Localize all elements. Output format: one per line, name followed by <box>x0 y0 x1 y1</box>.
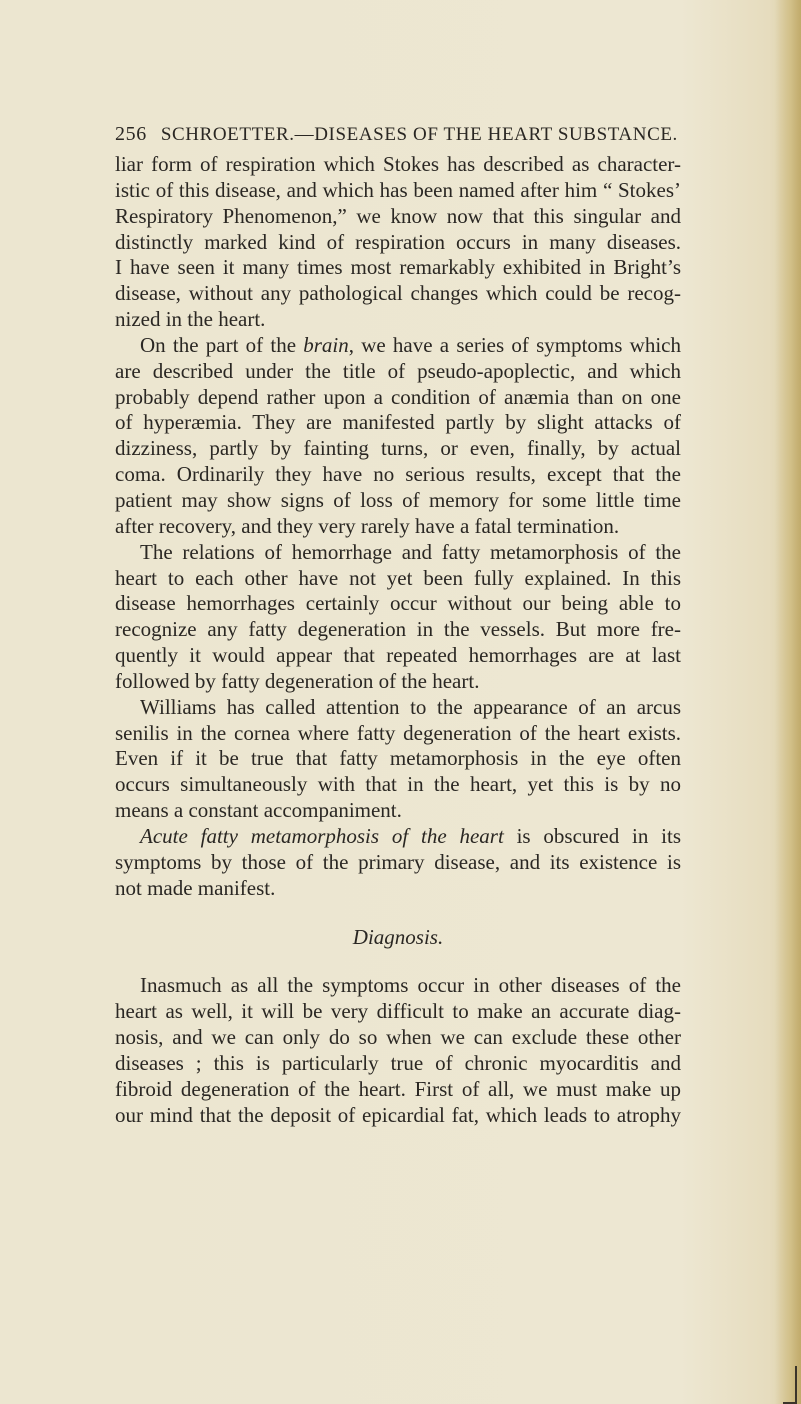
text-line: fibroid degeneration of the heart. First of all, we must make up <box>115 1076 681 1101</box>
text-line <box>115 333 681 359</box>
running-header <box>115 123 678 146</box>
emphasis-brain: brain <box>303 332 349 357</box>
text-line: followed by fatty degeneration of the heart. <box>115 668 480 693</box>
text-line: disease hemorrhages certainly occur without our being able to <box>115 591 681 616</box>
text-line: not made manifest. <box>115 875 276 900</box>
text-line: heart as well, it will be very difficult to make an accurate diag- <box>115 999 681 1024</box>
text-line: distinctly marked kind of respiration occurs in many diseases. <box>115 229 681 254</box>
text-run: , we have a series of symptoms which <box>348 332 681 357</box>
text-line: our mind that the deposit of epicardial fat, which leads to atrophy <box>115 1102 681 1127</box>
emphasis-acute: Acute fatty metamorphosis of the heart <box>140 823 504 848</box>
text-line: I have seen it many times most remarkably exhibited in Bright’s <box>115 255 681 280</box>
text-line <box>115 824 681 850</box>
text-line: Even if it be true that fatty metamorphosis in the eye often <box>115 746 681 771</box>
section-heading: Diagnosis. <box>352 925 444 950</box>
text-line: liar form of respiration which Stokes has described as character- <box>115 152 681 176</box>
text-line: Williams has called attention to the appearance of an arcus <box>140 694 681 719</box>
text-line: probably depend rather upon a condition of anæmia than on one <box>115 384 681 409</box>
paragraph-brain <box>115 333 681 540</box>
text-line: heart to each other have not yet been fully explained. In this <box>115 565 681 590</box>
text-line: diseases ; this is particularly true of chronic myocarditis and <box>115 1050 681 1075</box>
text-line: after recovery, and they very rarely have a fatal termination. <box>115 513 620 538</box>
text-line: symptoms by those of the primary disease, and its existence is <box>115 849 681 874</box>
paragraph-williams <box>115 695 681 824</box>
text-line: istic of this disease, and which has been named after him “ Stokes’ <box>115 177 681 202</box>
text-line: of hyperæmia. They are manifested partly by slight attacks of <box>115 410 681 435</box>
text-line: means a constant accompaniment. <box>115 798 402 823</box>
text-line: dizziness, partly by fainting turns, or even, finally, by actual <box>115 436 681 461</box>
body-text <box>115 152 681 1128</box>
text-run: is obscured in its <box>503 823 681 848</box>
paragraph-acute <box>115 824 681 902</box>
text-line: nized in the heart. <box>115 307 266 332</box>
text-line: disease, without any pathological changes which could be recog- <box>115 281 681 306</box>
paragraph-hemorrhage <box>115 540 681 695</box>
text-line: are described under the title of pseudo-apoplectic, and which <box>115 358 681 383</box>
text-line: The relations of hemorrhage and fatty metamorphosis of the <box>140 539 681 564</box>
corner-mark <box>783 1366 797 1404</box>
paragraph-stokes <box>115 152 681 333</box>
text-line: patient may show signs of loss of memory for some little time <box>115 487 681 512</box>
text-line: Inasmuch as all the symptoms occur in other diseases of the <box>140 973 681 998</box>
page-number: 256 <box>115 123 147 145</box>
page-edge-shadow <box>775 0 801 1404</box>
text-line: coma. Ordinarily they have no serious results, except that the <box>115 462 681 487</box>
text-line: senilis in the cornea where fatty degeneration of the heart exists. <box>115 720 681 745</box>
text-line: nosis, and we can only do so when we can exclude these other <box>115 1025 681 1049</box>
text-line: occurs simultaneously with that in the heart, yet this is by no <box>115 772 681 797</box>
text-run: On the part of the <box>140 332 304 357</box>
paragraph-diagnosis <box>115 973 681 1128</box>
running-title: SCHROETTER.—DISEASES OF THE HEART SUBSTANCE. <box>160 124 678 145</box>
text-line: Respiratory Phenomenon,” we know now that this singular and <box>115 203 681 228</box>
text-line: recognize any fatty degeneration in the vessels. But more fre- <box>115 617 681 642</box>
text-line: quently it would appear that repeated hemorrhages are at last <box>115 643 681 668</box>
